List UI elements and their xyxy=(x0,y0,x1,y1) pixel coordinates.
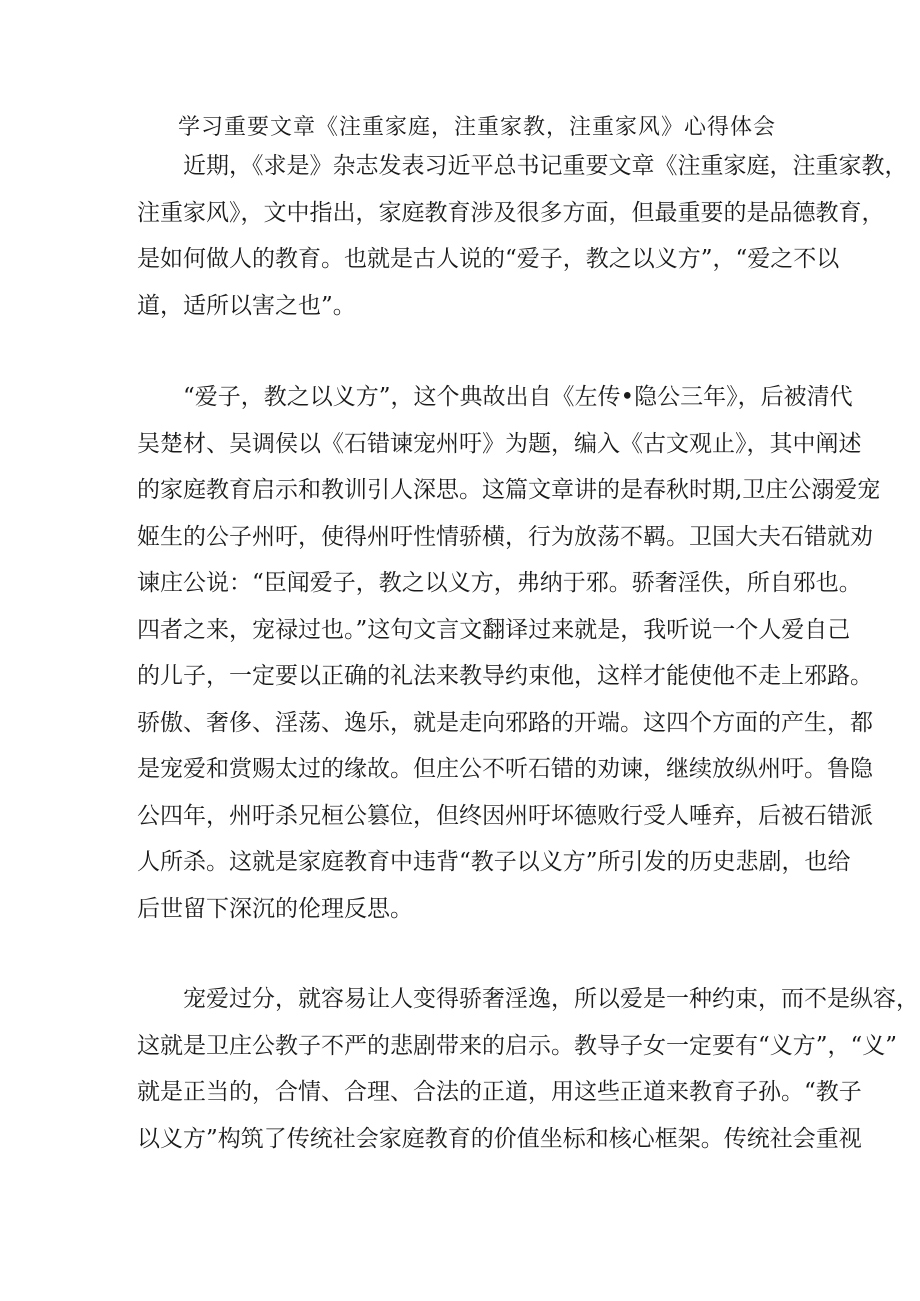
paragraph-line: 就是正当的，合情、合理、合法的正道，用这些正道来教育子孙。“教子 xyxy=(137,1079,862,1105)
paragraph-line: “爱子，教之以义方”，这个典故出自《左传•隐公三年》，后被清代 xyxy=(137,384,853,410)
paragraph-line: 这就是卫庄公教子不严的悲剧带来的启示。教导子女一定要有“义方”，“义” xyxy=(137,1032,898,1059)
paragraph-line: 公四年，州吁杀兄桓公篡位，但终因州吁坏德败行受人唾弃，后被石错派 xyxy=(137,802,873,829)
paragraph-line: 宠爱过分，就容易让人变得骄奢淫逸，所以爱是一种约束，而不是纵容， xyxy=(137,986,919,1012)
document-title: 学习重要文章《注重家庭，注重家教，注重家风》心得体会 xyxy=(178,115,777,140)
paragraph-line: 姬生的公子州吁，使得州吁性情骄横，行为放荡不羁。卫国大夫石错就劝 xyxy=(137,523,873,550)
paragraph-2 xyxy=(137,374,881,932)
paragraph-line: 是宠爱和赏赐太过的缘故。但庄公不听石错的劝谏，继续放纵州吁。鲁隐 xyxy=(137,756,873,782)
paragraph-line: 后世留下深沉的伦理反思。 xyxy=(137,895,413,922)
paragraph-line: 以义方”构筑了传统社会家庭教育的价值坐标和核心框架。传统社会重视 xyxy=(137,1125,862,1152)
paragraph-line: 注重家风》，文中指出，家庭教育涉及很多方面，但最重要的是品德教育， xyxy=(137,199,885,226)
paragraph-line: 四者之来，宠禄过也。”这句文言文翻译过来就是，我听说一个人爱自己 xyxy=(137,616,851,643)
paragraph-line: 是如何做人的教育。也就是古人说的“爱子，教之以义方”，“爱之不以 xyxy=(137,246,840,272)
paragraph-line: 吴楚材、吴调侯以《石错谏宠州吁》为题，编入《古文观止》，其中阐述 xyxy=(137,430,862,457)
paragraph-line: 谏庄公说：“臣闻爱子，教之以义方，弗纳于邪。骄奢淫佚，所自邪也。 xyxy=(137,570,862,596)
paragraph-line: 的家庭教育启示和教训引人深思。这篇文章讲的是春秋时期,卫庄公溺爱宠 xyxy=(137,477,881,503)
paragraph-line: 骄傲、奢侈、淫荡、逸乐，就是走向邪路的开端。这四个方面的产生，都 xyxy=(137,709,873,736)
paragraph-line: 的儿子，一定要以正确的礼法来教导约束他，这样才能使他不走上邪路。 xyxy=(137,663,873,689)
paragraph-line: 人所杀。这就是家庭教育中违背“教子以义方”所引发的历史悲剧，也给 xyxy=(137,849,851,875)
paragraph-1 xyxy=(137,143,908,329)
paragraph-line: 道，适所以害之也”。 xyxy=(137,292,356,319)
paragraph-line: 近期，《求是》杂志发表习近平总书记重要文章《注重家庭，注重家教， xyxy=(137,153,908,179)
paragraph-3 xyxy=(137,976,919,1162)
